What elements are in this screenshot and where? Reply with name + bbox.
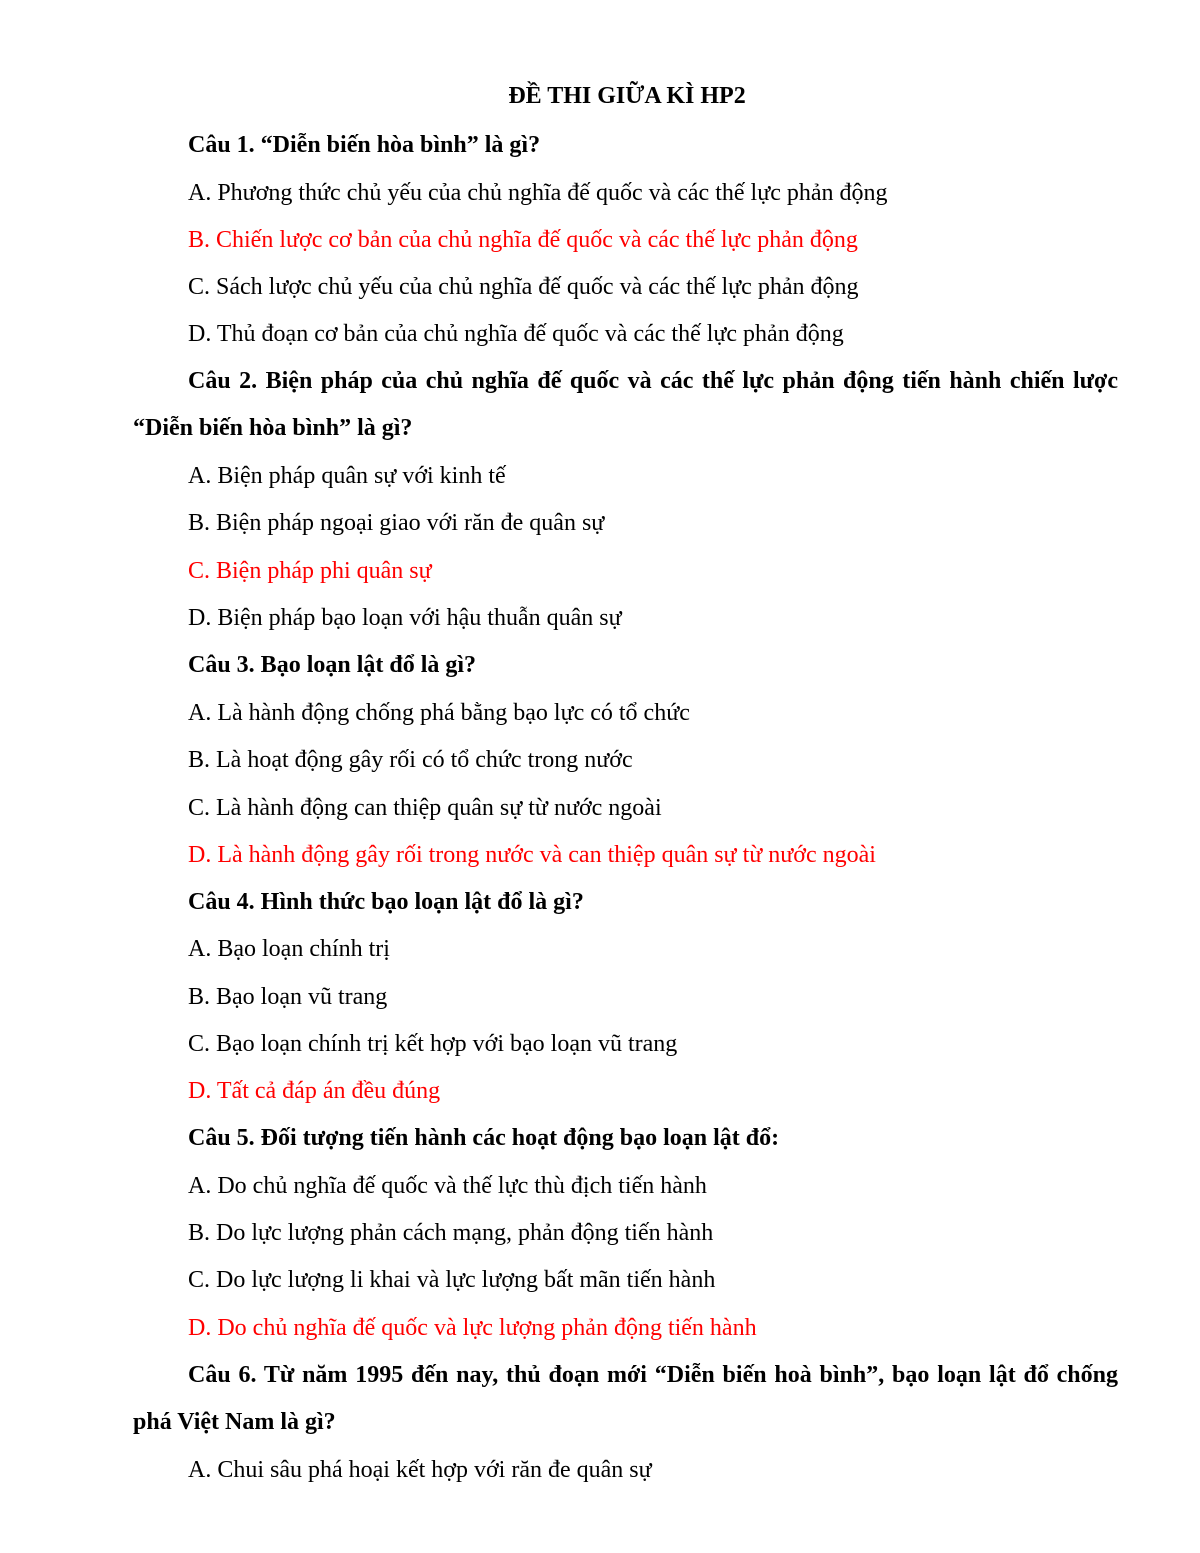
q4-option-b: B. Bạo loạn vũ trang	[188, 984, 388, 1010]
question-4: Câu 4. Hình thức bạo loạn lật đổ là gì?	[188, 889, 584, 915]
q5-option-a: A. Do chủ nghĩa đế quốc và thế lực thù địch tiến hành	[188, 1173, 707, 1199]
question-6: Câu 6. Từ năm 1995 đến nay, thủ đoạn mới “Diễn biến hoà bình”, bạo loạn lật đổ chống phá Việt Nam là gì?	[133, 1362, 1118, 1435]
q3-option-c: C. Là hành động can thiệp quân sự từ nước ngoài	[188, 795, 662, 821]
q1-option-d: D. Thủ đoạn cơ bản của chủ nghĩa đế quốc và các thế lực phản động	[188, 321, 844, 347]
question-5: Câu 5. Đối tượng tiến hành các hoạt động bạo loạn lật đổ:	[188, 1125, 780, 1151]
q4-option-a: A. Bạo loạn chính trị	[188, 936, 390, 962]
q5-option-c: C. Do lực lượng li khai và lực lượng bất mãn tiến hành	[188, 1267, 716, 1293]
question-2: Câu 2. Biện pháp của chủ nghĩa đế quốc và các thế lực phản động tiến hành chiến lược “Diễn biến hòa bình” là gì?	[133, 368, 1118, 441]
question-1: Câu 1. “Diễn biến hòa bình” là gì?	[188, 132, 541, 158]
q2-option-c-correct: C. Biện pháp phi quân sự	[188, 558, 432, 584]
q3-option-b: B. Là hoạt động gây rối có tổ chức trong nước	[188, 747, 633, 773]
q1-option-b-correct: B. Chiến lược cơ bản của chủ nghĩa đế quốc và các thế lực phản động	[188, 227, 858, 253]
q2-option-d: D. Biện pháp bạo loạn với hậu thuẫn quân sự	[188, 605, 622, 631]
q3-option-a: A. Là hành động chống phá bằng bạo lực có tổ chức	[188, 700, 690, 726]
q2-option-b: B. Biện pháp ngoại giao với răn đe quân sự	[188, 510, 605, 536]
q4-option-c: C. Bạo loạn chính trị kết hợp với bạo loạn vũ trang	[188, 1031, 678, 1057]
exam-title: ĐỀ THI GIỮA KÌ HP2	[508, 83, 746, 109]
q4-option-d-correct: D. Tất cả đáp án đều đúng	[188, 1078, 441, 1104]
q5-option-d-correct: D. Do chủ nghĩa đế quốc và lực lượng phản động tiến hành	[188, 1315, 757, 1341]
q2-option-a: A. Biện pháp quân sự với kinh tế	[188, 463, 506, 489]
q1-option-c: C. Sách lược chủ yếu của chủ nghĩa đế quốc và các thế lực phản động	[188, 274, 859, 300]
q6-option-a: A. Chui sâu phá hoại kết hợp với răn đe quân sự	[188, 1457, 652, 1483]
q5-option-b: B. Do lực lượng phản cách mạng, phản động tiến hành	[188, 1220, 714, 1246]
q3-option-d-correct: D. Là hành động gây rối trong nước và can thiệp quân sự từ nước ngoài	[188, 842, 876, 868]
question-3: Câu 3. Bạo loạn lật đổ là gì?	[188, 652, 477, 678]
q1-option-a: A. Phương thức chủ yếu của chủ nghĩa đế quốc và các thế lực phản động	[188, 180, 888, 206]
